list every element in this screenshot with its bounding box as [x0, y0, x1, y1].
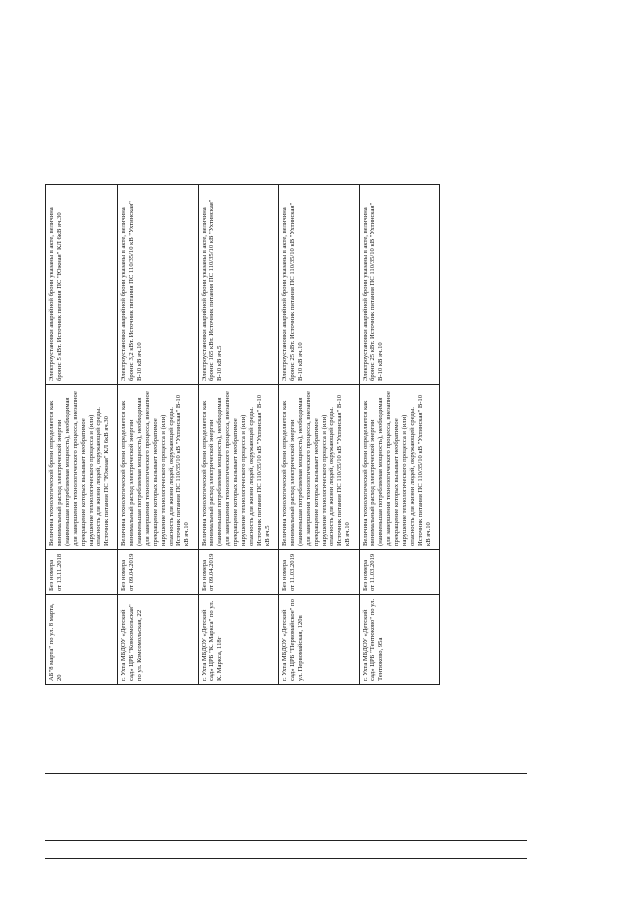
cell-reason: Величина технологической брони определяется как минимальный расход электрической энергии (наименьшая потребляемая мощность), необходимая для завершения технологического процесса, внезапное прекращение которых вызывает необратимое нарушение технологического процесса и (или) опасность для жизни людей, окружающей среды. Источник питания ПС 110/35/10 кВ "Ухтинская" В-10 кВ яч.10	[279, 385, 359, 550]
cell-object: г. Ухта МБДОУ «Детский сад» ЦРБ "Комсомольская" по ул. Комсомольская, 22	[118, 595, 198, 685]
cell-reserve: Электроустановки аварийной брони указаны в акте, величина брони: 25 кВт. Источник питания ПС 110/35/10 кВ "Ухтинская" В-10 кВ яч.10	[279, 185, 359, 385]
cell-date: Без номера от 09.04.2019	[198, 550, 278, 595]
cell-date: Без номера от 11.03.2019	[279, 550, 359, 595]
cell-reason: Величина технологической брони определяется как минимальный расход электрической энергии (наименьшая потребляемая мощность), необходимая для завершения технологического процесса, внезапное прекращение которых вызывает необратимое нарушение технологического процесса и (или) опасность для жизни людей, окружающей среды. Источник питания ПС "Южная" КЛ 6кВ яч.30	[46, 385, 118, 550]
cell-reserve: Электроустановки аварийной брони указаны в акте, величина брони: 25 кВт. Источник питания ПС 110/35/10 кВ "Ухтинская" В-10 кВ яч.10	[359, 185, 439, 385]
cell-date: Без номера от 11.03.2019	[359, 550, 439, 595]
cell-reserve: Электроустановки аварийной брони указаны в акте, величина брони: 165 кВт. Источник питания ПС 110/35/10 кВ "Ухтинская" В-10 кВ яч.5	[198, 185, 278, 385]
cell-reserve: Электроустановки аварийной брони указаны в акте, величина брони: 3,2 кВт. Источник питания ПС 110/35/10 кВ "Ухтинская" В-10 кВ яч.10	[118, 185, 198, 385]
table-row	[198, 185, 278, 685]
cell-object: г. Ухта МБДОУ «Детский сад» ЦРБ "Тентюково" по ул. Тентюково, 95а	[359, 595, 439, 685]
divider-line	[45, 840, 527, 841]
cell-reason: Величина технологической брони определяется как минимальный расход электрической энергии (наименьшая потребляемая мощность), необходимая для завершения технологического процесса, внезапное прекращение которых вызывает необратимое нарушение технологического процесса и (или) опасность для жизни людей, окружающей среды. Источник питания ПС 110/35/10 кВ "Ухтинская" В-10 кВ яч.10	[118, 385, 198, 550]
cell-object: г. Ухта МБДОУ «Детский сад» ЦРБ "Первомайское" по ул. Первомайская, 120в	[279, 595, 359, 685]
reserve-table	[45, 184, 440, 685]
table-row	[46, 185, 118, 685]
divider-line	[45, 858, 527, 859]
cell-date: Без номера от 09.04.2019	[118, 550, 198, 595]
cell-reserve: Электроустановки аварийной брони указаны в акте, величина брони: 5 кВт. Источник питания ПС "Южная" КЛ 6кВ яч.30	[46, 185, 118, 385]
cell-object: АБ"8 марта" по ул. 8 марта, 20	[46, 595, 118, 685]
table-row	[359, 185, 439, 685]
cell-object: г. Ухта МБДОУ «Детский сад» ЦРБ "К. Маркса" по ул. К. Маркса, 118г	[198, 595, 278, 685]
rotated-table-wrapper	[45, 185, 440, 685]
table-row	[118, 185, 198, 685]
table-row	[279, 185, 359, 685]
cell-reason: Величина технологической брони определяется как минимальный расход электрической энергии (наименьшая потребляемая мощность), необходимая для завершения технологического процесса, внезапное прекращение которых вызывает необратимое нарушение технологического процесса и (или) опасность для жизни людей, окружающей среды. Источник питания ПС 110/35/10 кВ "Ухтинская" В-10 кВ яч.10	[359, 385, 439, 550]
cell-date: Без номера от 13.11.2018	[46, 550, 118, 595]
cell-reason: Величина технологической брони определяется как минимальный расход электрической энергии (наименьшая потребляемая мощность), необходимая для завершения технологического процесса, внезапное прекращение которых вызывает необратимое нарушение технологического процесса и (или) опасность для жизни людей, окружающей среды. Источник питания ПС 110/35/10 кВ "Ухтинская" В-10 кВ яч.5	[198, 385, 278, 550]
divider-line	[45, 773, 527, 774]
